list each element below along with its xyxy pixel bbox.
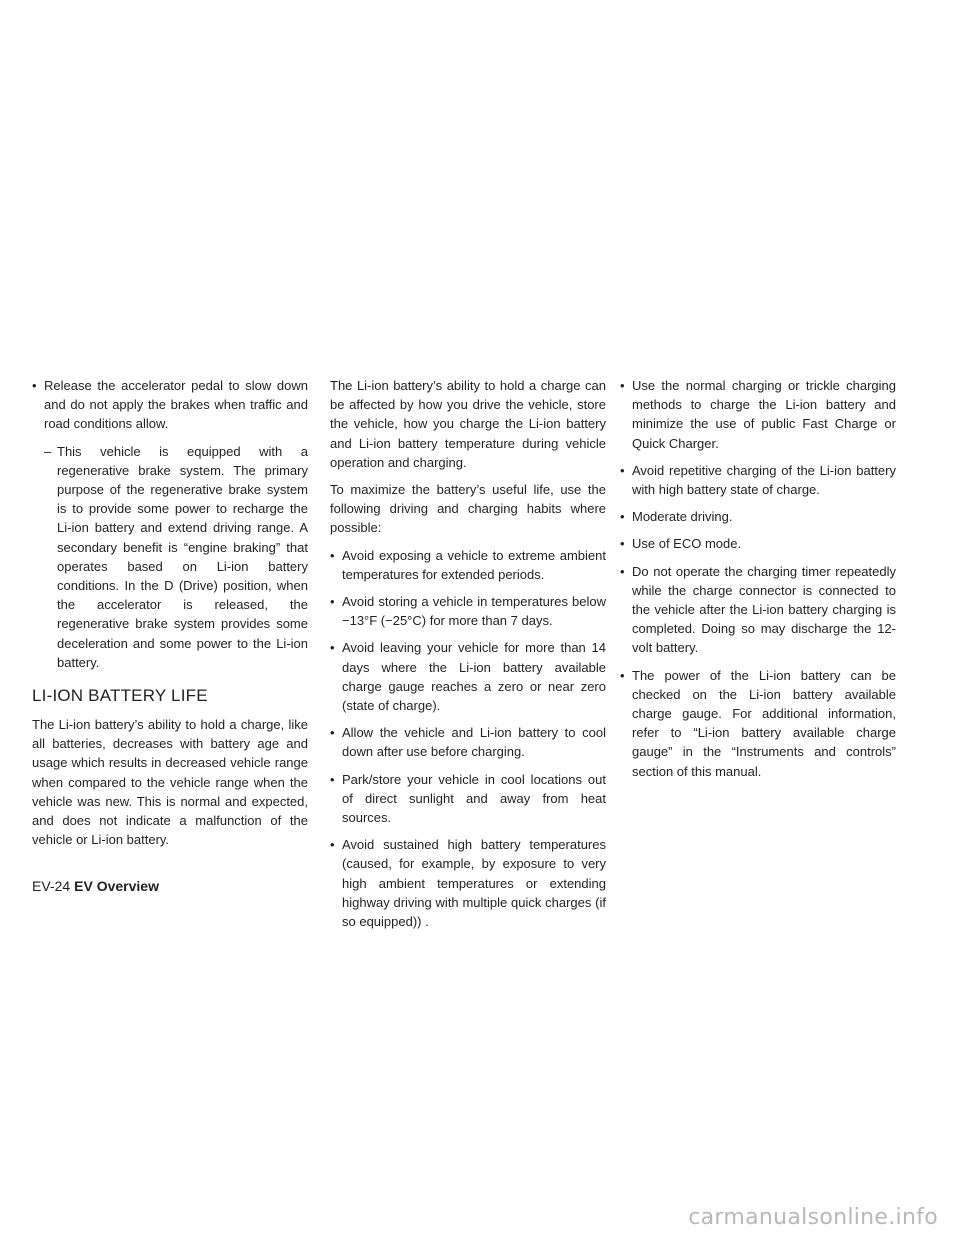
paragraph-battery-life: The Li-ion battery’s ability to hold a charge, like all batteries, decreases with battery age and usage which results in decreased vehicle range when compared to the vehicle range when the vehicle was new. This is normal and expected, and does not indicate a malfunction of the vehicle or Li-ion battery. — [32, 717, 308, 848]
bullet-text: Avoid sustained high battery temperatures (caused, for example, by exposure to very high ambient temperatures or extending highway driving with multiple quick charges (if so equipped)) . — [342, 837, 606, 930]
bullet-text: The power of the Li-ion battery can be checked on the Li-ion battery available charge gauge. For additional information, refer to “Li-ion battery available charge gauge” in the “Instruments and controls” section of this manual. — [632, 667, 896, 779]
bullet-marker: • — [330, 547, 335, 563]
bullet-text: Use the normal charging or trickle charging methods to charge the Li-ion battery and minimize the use of public Fast Charge or Quick Charger. — [632, 378, 896, 451]
sub-item-regenerative-brake — [44, 442, 308, 672]
bullet-item — [330, 835, 606, 931]
bullet-text: Do not operate the charging timer repeatedly while the charge connector is connected to the vehicle after the Li-ion battery charging is completed. Doing so may discharge the 12-volt battery. — [632, 563, 896, 656]
bullet-marker: • — [620, 667, 625, 683]
bullet-marker: • — [330, 725, 335, 741]
bullet-text: Allow the vehicle and Li-ion battery to cool down after use before charging. — [342, 725, 606, 760]
bullet-item — [620, 507, 896, 526]
bullet-item — [620, 534, 896, 553]
bullet-text: Use of ECO mode. — [632, 536, 742, 552]
bullet-marker: • — [620, 536, 625, 552]
paragraph-charge-ability: The Li-ion battery’s ability to hold a charge can be affected by how you drive the vehicle, store the vehicle, how you charge the Li-ion battery and Li-ion battery temperature during vehicle operation and charging. — [330, 378, 606, 470]
bullet-marker: • — [620, 509, 625, 525]
bullet-release-accelerator — [32, 376, 308, 434]
dash-marker: – — [44, 443, 52, 459]
bullet-marker: • — [620, 462, 625, 478]
bullet-item — [620, 666, 896, 781]
bullet-marker: • — [330, 594, 335, 610]
watermark: carmanualsonline.info — [688, 1205, 938, 1230]
column-2 — [330, 376, 606, 939]
bullet-text: Avoid exposing a vehicle to extreme ambient temperatures for extended periods. — [342, 547, 606, 582]
bullet-item — [330, 638, 606, 715]
bullet-item — [330, 770, 606, 828]
bullet-marker: • — [620, 563, 625, 579]
bullet-marker: • — [330, 771, 335, 787]
bullet-item — [620, 461, 896, 499]
bullet-item — [620, 376, 896, 453]
section-title: EV Overview — [74, 878, 159, 894]
column-3 — [620, 376, 896, 789]
column-1 — [32, 376, 308, 857]
sub-item-text: This vehicle is equipped with a regenerative brake system. The primary purpose of the regenerative brake system is to provide some power to recharge the Li-ion battery and extend driving range. A secondary benefit is “engine braking” that operates based on Li-ion battery conditions. In the D (Drive) position, when the accelerator is released, the regenerative brake system provides some deceleration and some power to the Li-ion battery. — [57, 443, 308, 670]
bullet-text: Moderate driving. — [632, 509, 733, 525]
bullet-text: Avoid storing a vehicle in temperatures below −13°F (−25°C) for more than 7 days. — [342, 594, 606, 629]
bullet-text: Avoid repetitive charging of the Li-ion battery with high battery state of charge. — [632, 462, 896, 498]
bullet-item — [330, 546, 606, 584]
bullet-item — [620, 562, 896, 658]
page-footer — [32, 877, 159, 895]
section-heading: LI-ION BATTERY LIFE — [32, 686, 208, 706]
bullet-text: Release the accelerator pedal to slow down and do not apply the brakes when traffic and road conditions allow. — [44, 378, 308, 432]
page-number: EV-24 — [32, 878, 71, 894]
bullet-text: Park/store your vehicle in cool locations out of direct sunlight and away from heat sources. — [342, 771, 606, 826]
bullet-marker: • — [330, 837, 335, 853]
bullet-text: Avoid leaving your vehicle for more than 14 days where the Li-ion battery available charge gauge reaches a zero or near zero (state of charge). — [342, 640, 606, 714]
bullet-marker: • — [330, 640, 335, 656]
bullet-marker: • — [620, 378, 625, 393]
bullet-item — [330, 592, 606, 630]
bullet-marker: • — [32, 378, 37, 393]
bullet-item — [330, 723, 606, 761]
paragraph-maximize-life: To maximize the battery’s useful life, use the following driving and charging habits where possible: — [330, 482, 606, 536]
